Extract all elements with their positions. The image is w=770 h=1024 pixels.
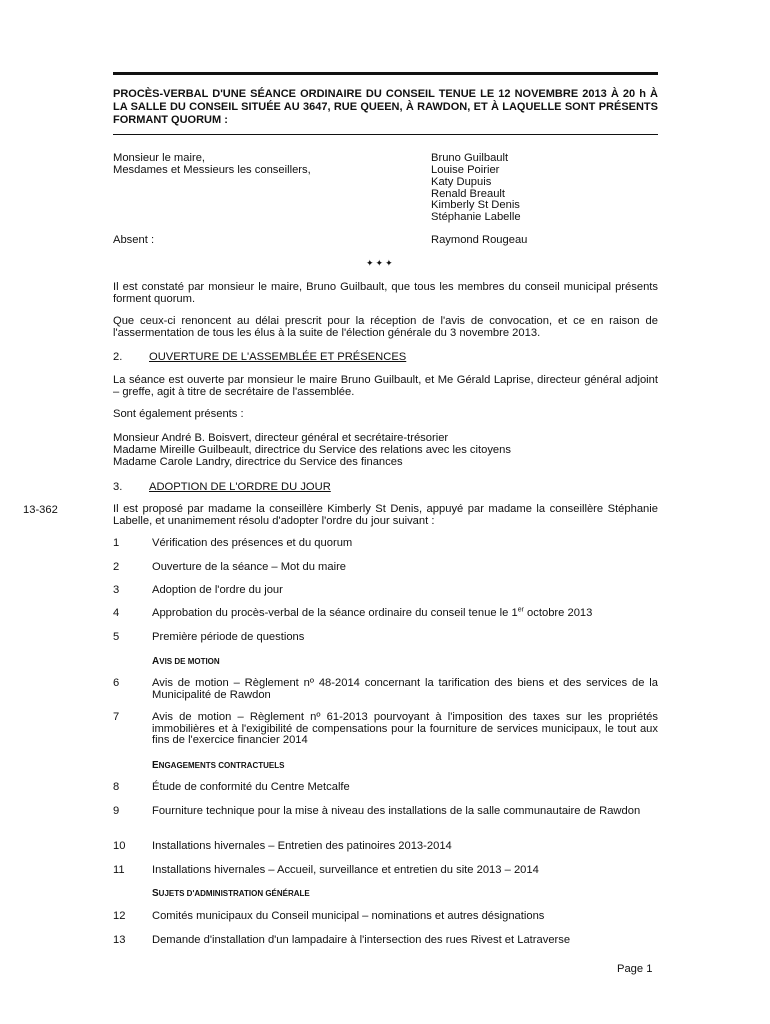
subheading-initial: E xyxy=(152,760,159,771)
attendee-name: Katy Dupuis xyxy=(431,176,492,188)
staff-attendee: Madame Mireille Guilbeault, directrice du Service des relations avec les citoyens xyxy=(113,444,511,456)
agenda-text: Ouverture de la séance – Mot du maire xyxy=(152,561,347,573)
agenda-number: 6 xyxy=(113,677,120,689)
subheading-rest: VIS DE MOTION xyxy=(159,657,220,666)
page-number: Page 1 xyxy=(617,963,653,975)
subheading-rest: NGAGEMENTS CONTRACTUELS xyxy=(158,761,285,770)
staff-attendee: Monsieur André B. Boisvert, directeur général et secrétaire-trésorier xyxy=(113,432,449,444)
councillors-label: Mesdames et Messieurs les conseillers, xyxy=(113,164,311,176)
agenda-number: 1 xyxy=(113,537,120,549)
agenda-text-after: octobre 2013 xyxy=(523,607,593,619)
absent-name: Raymond Rougeau xyxy=(431,234,528,246)
agenda-text-before: Approbation du procès-verbal de la séance ordinaire du conseil tenue le 1 xyxy=(152,607,518,619)
section-2-heading xyxy=(113,351,406,363)
section-number: 3. xyxy=(113,481,123,493)
agenda-text: Demande d'installation d'un lampadaire à l'intersection des rues Rivest et Latraverse xyxy=(152,934,571,946)
convocation-paragraph: Que ceux-ci renoncent au délai prescrit pour la réception de l'avis de convocation, et ce en raison de l'assermentation de tous les élus à la suite de l'élection générale du 3 novembre 2013. xyxy=(113,315,658,339)
resolution-text: Il est proposé par madame la conseillère Kimberly St Denis, appuyé par madame la conseillère Stéphanie Labelle, et unanimement résolu d'adopter l'ordre du jour suivant : xyxy=(113,503,658,527)
quorum-paragraph: Il est constaté par monsieur le maire, Bruno Guilbault, que tous les membres du conseil municipal présents forment quorum. xyxy=(113,281,658,305)
document-title: PROCÈS-VERBAL D'UNE SÉANCE ORDINAIRE DU CONSEIL TENUE LE 12 NOVEMBRE 2013 À 20 h À LA SALLE DU CONSEIL SITUÉE AU 3647, RUE QUEEN, À RAWDON, ET À LAQUELLE SONT PRÉSENTS FORMANT QUORUM : xyxy=(113,88,658,126)
agenda-number: 4 xyxy=(113,607,120,619)
agenda-text: Comités municipaux du Conseil municipal – nominations et autres désignations xyxy=(152,910,545,922)
agenda-number: 10 xyxy=(113,840,126,852)
agenda-text: Vérification des présences et du quorum xyxy=(152,537,353,549)
attendee-name: Stéphanie Labelle xyxy=(431,211,521,223)
agenda-text: Adoption de l'ordre du jour xyxy=(152,584,283,596)
agenda-text: Installations hivernales – Accueil, surveillance et entretien du site 2013 – 2014 xyxy=(152,864,539,876)
also-present-label: Sont également présents : xyxy=(113,408,244,420)
agenda-number: 13 xyxy=(113,934,126,946)
section-title: OUVERTURE DE L'ASSEMBLÉE ET PRÉSENCES xyxy=(149,351,407,363)
agenda-text: Première période de questions xyxy=(152,631,305,643)
subheading-rest: UJETS D'ADMINISTRATION GÉNÉRALE xyxy=(158,889,310,898)
agenda-number: 12 xyxy=(113,910,126,922)
agenda-text xyxy=(152,608,658,620)
subheading-initial: S xyxy=(152,888,159,899)
subheading-motion xyxy=(152,656,220,667)
agenda-text: Étude de conformité du Centre Metcalfe xyxy=(152,781,350,793)
section-3-heading xyxy=(113,481,331,493)
staff-attendee: Madame Carole Landry, directrice du Service des finances xyxy=(113,456,403,468)
agenda-text: Avis de motion – Règlement nº 61-2013 pourvoyant à l'imposition des taxes sur les propriétés immobilières et à l'exigibilité de compensations pour la fourniture de services municipaux, le tout aux fins de l'exercice financier 2014 xyxy=(152,711,658,747)
title-rule xyxy=(113,134,658,135)
agenda-number: 8 xyxy=(113,781,120,793)
agenda-text: Fourniture technique pour la mise à niveau des installations de la salle communautaire de Rawdon xyxy=(152,805,641,817)
mayor-label: Monsieur le maire, xyxy=(113,152,206,164)
attendee-name: Louise Poirier xyxy=(431,164,500,176)
attendee-name: Kimberly St Denis xyxy=(431,199,520,211)
top-rule xyxy=(113,72,658,75)
agenda-number: 9 xyxy=(113,805,120,817)
opening-paragraph: La séance est ouverte par monsieur le maire Bruno Guilbault, et Me Gérald Laprise, directeur général adjoint – greffe, agit à titre de secrétaire de l'assemblée. xyxy=(113,374,658,398)
agenda-number: 2 xyxy=(113,561,120,573)
ordinal-superscript: er xyxy=(517,606,524,614)
agenda-number: 11 xyxy=(113,864,125,876)
attendee-name: Renald Breault xyxy=(431,188,506,200)
agenda-number: 7 xyxy=(113,711,120,723)
agenda-number: 5 xyxy=(113,631,120,643)
section-title: ADOPTION DE L'ORDRE DU JOUR xyxy=(149,481,331,493)
subheading-contracts xyxy=(152,760,284,771)
absent-label: Absent : xyxy=(113,234,155,246)
subheading-initial: A xyxy=(152,656,160,667)
section-number: 2. xyxy=(113,351,123,363)
attendee-name: Bruno Guilbault xyxy=(431,152,509,164)
separator-stars: ✦✦✦ xyxy=(366,258,395,268)
agenda-text: Avis de motion – Règlement nº 48-2014 concernant la tarification des biens et des services de la Municipalité de Rawdon xyxy=(152,677,658,701)
agenda-number: 3 xyxy=(113,584,120,596)
subheading-admin xyxy=(152,888,310,899)
agenda-text: Installations hivernales – Entretien des patinoires 2013-2014 xyxy=(152,840,452,852)
resolution-number: 13-362 xyxy=(23,504,58,516)
